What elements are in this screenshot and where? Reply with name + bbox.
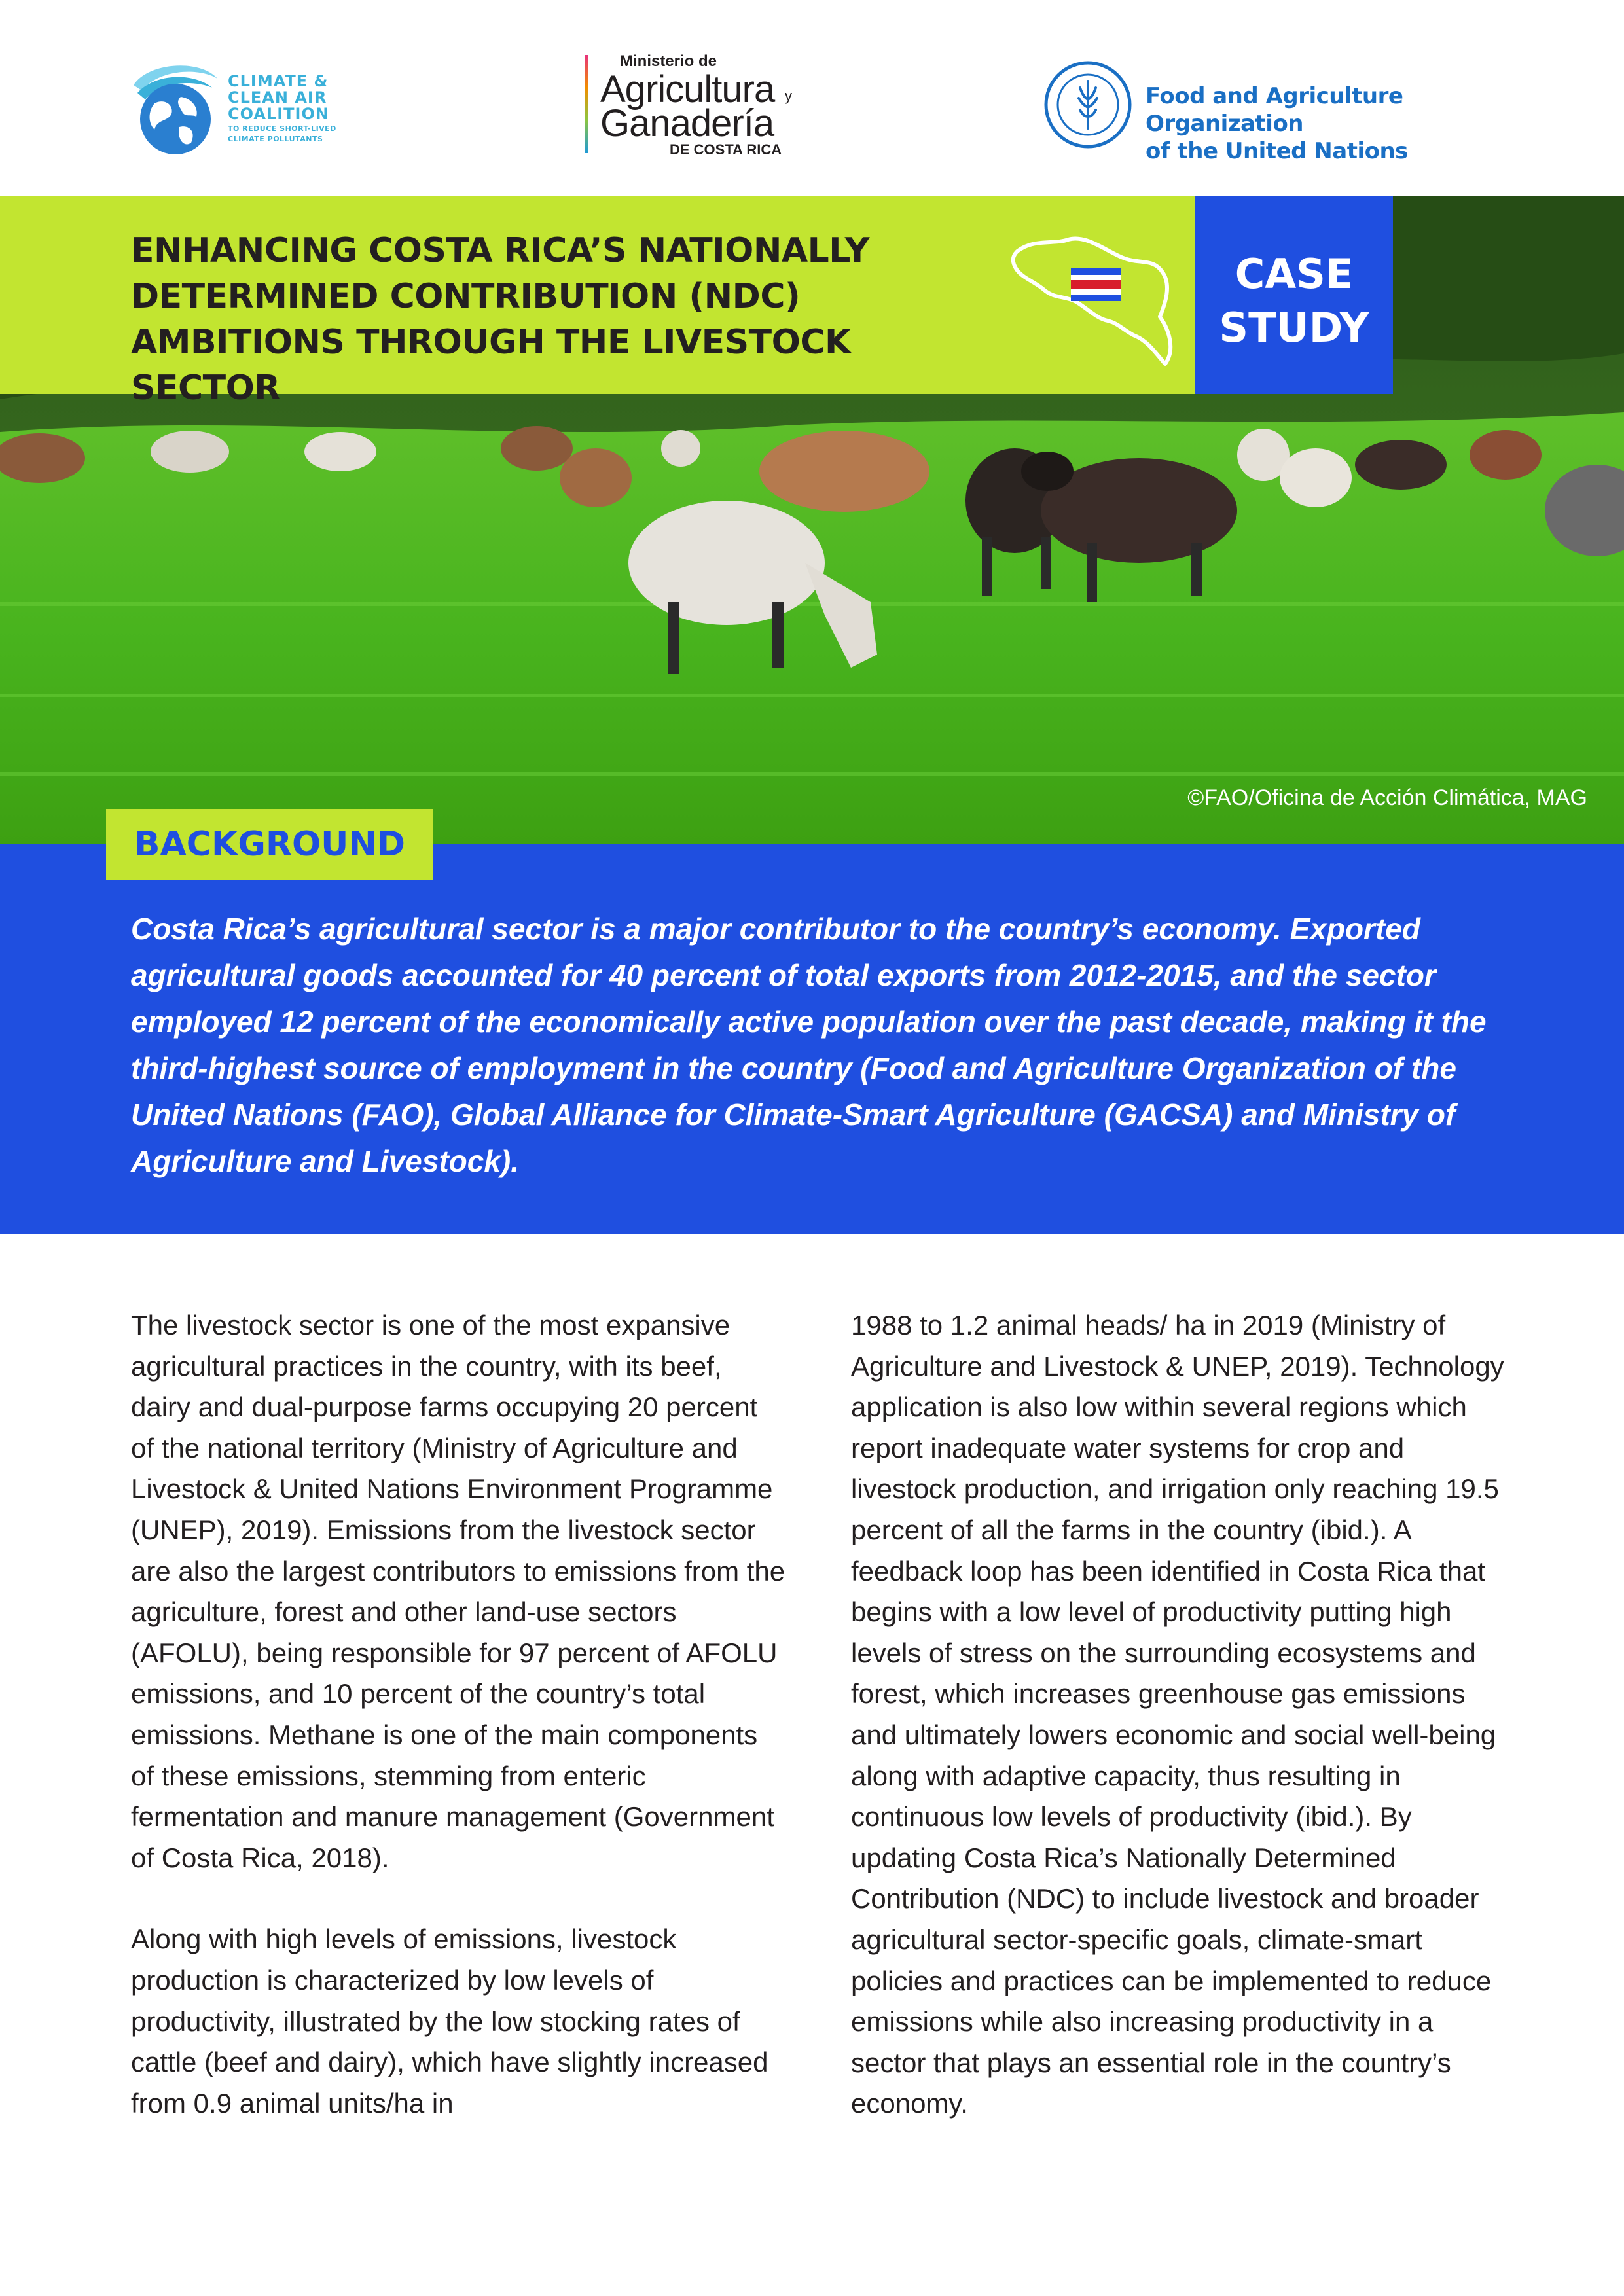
paragraph: The livestock sector is one of the most expansive agricultural practices in the country, with its beef, dairy and dual-purpose farms occupying 20 percent of the national territory (Ministry of Agriculture and Livestock & United Nations Environment Programme (UNEP), 2019). Emissions from the livestock sector are also the largest contributors to emissions from the agriculture, forest and other land-use sectors (AFOLU), being responsible for 97 percent of AFOLU emissions, and 10 percent of the country’s total emissions. Methane is one of the main components of these emissions, stemming from enteric fermentation and manure management (Government of Costa Rica, 2018). — [131, 1310, 785, 1873]
photo-credit: ©FAO/Oficina de Acción Climática, MAG — [1187, 785, 1587, 810]
mag-color-bar — [585, 55, 588, 153]
ccac-wordmark: CLIMATE & CLEAN AIR COALITION TO REDUCE SHORT-LIVED CLIMATE POLLUTANTS — [228, 72, 336, 143]
paragraph: 1988 to 1.2 animal heads/ ha in 2019 (Ministry of Agriculture and Livestock & UNEP, 2019). Technology application is also low within several regions which report inadequate water systems for crop and livestock production, and irrigation only reaching 19.5 percent of all the farms in the country (ibid.). A feedback loop has been identified in Costa Rica that begins with a low level of productivity putting high levels of stress on the surrounding ecosystems and forest, which increases greenhouse gas emissions and ultimately lowers economic and social well-being along with adaptive capacity, thus resulting in continuous low levels of productivity (ibid.). By updating Costa Rica’s Nationally Determined Contribution (NDC) to include livestock and broader agricultural sector-specific goals, climate-smart policies and practices can be implemented to reduce emissions while also increasing productivity in a sector that plays an essential role in the country’s economy. — [851, 1310, 1504, 2119]
page-title: ENHANCING COSTA RICA’S NATIONALLY DETERMINED CONTRIBUTION (NDC) AMBITIONS THROUGH THE LIVESTOCK SECTOR — [131, 231, 869, 408]
background-summary: Costa Rica’s agricultural sector is a major contributor to the country’s economy. Exported agricultural goods accounted for 40 percent of total exports from 2012-2015, and the sector employed 12 percent of the economically active population over the past decade, making it the third-highest source of employment in the country (Food and Agriculture Organization of the United Nations (FAO), Global Alliance for Climate-Smart Agriculture (GACSA) and Ministry of Agriculture and Livestock). — [131, 912, 1487, 1178]
title-band — [0, 196, 1195, 408]
mag-logo: Ministerio de Agricultura y Ganadería DE COSTA RICA — [585, 52, 807, 157]
case-study-badge: CASE STUDY — [1195, 196, 1393, 394]
body-column-left — [131, 1305, 785, 2164]
logo-row — [0, 0, 1624, 196]
costa-rica-flag-icon — [1071, 268, 1121, 301]
costa-rica-map-icon — [1008, 225, 1185, 376]
paragraph: Along with high levels of emissions, livestock production is characterized by low levels of productivity, illustrated by the low stocking rates of cattle (beef and dairy), which have slightly increased from 0.9 animal units/ha in — [131, 1924, 768, 2119]
fao-name: Food and Agriculture Organization of the United Nations — [1146, 83, 1408, 164]
fao-logo — [1042, 59, 1513, 164]
body-column-right — [851, 1305, 1506, 2165]
background-label: BACKGROUND — [106, 809, 433, 880]
ccac-logo — [128, 54, 377, 158]
globe-icon — [128, 59, 220, 157]
fao-emblem-icon — [1042, 59, 1134, 151]
